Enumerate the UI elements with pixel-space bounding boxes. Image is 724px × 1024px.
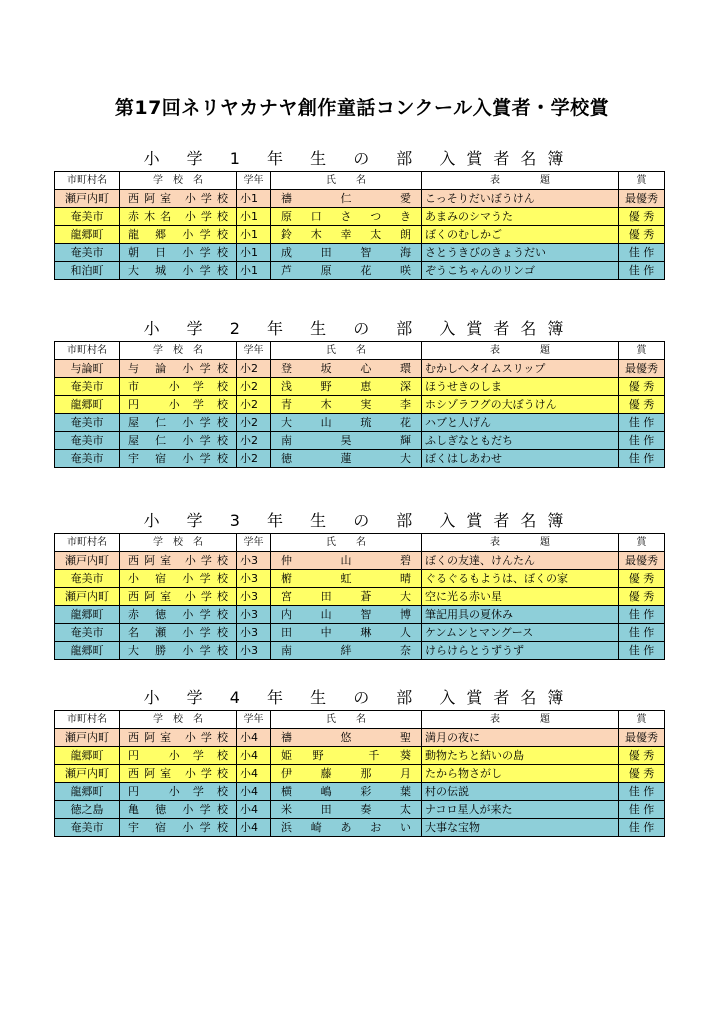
cell-name: 伊 藤 那 月	[271, 765, 422, 783]
cell-city: 瀬戸内町	[55, 765, 120, 783]
cell-award: 佳 作	[619, 450, 665, 468]
cell-name: 鈴 木 幸 太 朗	[271, 226, 422, 244]
cell-title: けらけらとうずうず	[422, 642, 619, 660]
cell-grade: 小1	[237, 226, 271, 244]
cell-school: 西阿室 小学校	[120, 190, 237, 208]
cell-city: 奄美市	[55, 450, 120, 468]
cell-award: 佳 作	[619, 262, 665, 280]
table-row	[55, 396, 665, 414]
cell-title: ふしぎなともだち	[422, 432, 619, 450]
cell-city: 奄美市	[55, 414, 120, 432]
header-title: 表 題	[422, 172, 619, 190]
cell-school: 宇 宿 小学校	[120, 819, 237, 837]
cell-award: 佳 作	[619, 606, 665, 624]
table-row	[55, 208, 665, 226]
cell-name: 登 坂 心 環	[271, 360, 422, 378]
cell-name: 田 中 琳 人	[271, 624, 422, 642]
header-award: 賞	[619, 172, 665, 190]
award-section-grade-2	[54, 318, 664, 468]
table-row	[55, 262, 665, 280]
cell-school: 円 小学校	[120, 783, 237, 801]
award-section-grade-1	[54, 148, 664, 280]
cell-grade: 小4	[237, 801, 271, 819]
cell-title: 動物たちと結いの島	[422, 747, 619, 765]
cell-award: 優 秀	[619, 396, 665, 414]
cell-city: 龍郷町	[55, 606, 120, 624]
cell-grade: 小4	[237, 819, 271, 837]
cell-award: 最優秀	[619, 729, 665, 747]
cell-title: 空に光る赤い星	[422, 588, 619, 606]
cell-school: 西阿室 小学校	[120, 588, 237, 606]
cell-name: 横 嶋 彩 葉	[271, 783, 422, 801]
header-city: 市町村名	[55, 534, 120, 552]
header-award: 賞	[619, 342, 665, 360]
table-row	[55, 747, 665, 765]
table-row	[55, 414, 665, 432]
cell-grade: 小1	[237, 244, 271, 262]
cell-name: 大 山 琉 花	[271, 414, 422, 432]
table-row	[55, 552, 665, 570]
header-school: 学 校 名	[120, 534, 237, 552]
cell-title: ぼくのむしかご	[422, 226, 619, 244]
cell-school: 西阿室 小学校	[120, 765, 237, 783]
header-school: 学 校 名	[120, 711, 237, 729]
cell-title: ナコロ星人が来た	[422, 801, 619, 819]
cell-grade: 小4	[237, 765, 271, 783]
header-grade: 学年	[237, 534, 271, 552]
section-title: 小 学 2 年 生 の 部 入賞者名簿	[143, 319, 575, 338]
cell-award: 佳 作	[619, 801, 665, 819]
awardee-table	[54, 171, 665, 280]
cell-name: 禱 仁 愛	[271, 190, 422, 208]
cell-grade: 小4	[237, 747, 271, 765]
cell-school: 円 小学校	[120, 747, 237, 765]
cell-grade: 小3	[237, 624, 271, 642]
cell-title: ぐるぐるもようは、ぼくの家	[422, 570, 619, 588]
cell-grade: 小1	[237, 190, 271, 208]
cell-award: 最優秀	[619, 190, 665, 208]
cell-name: 原 口 さ つ き	[271, 208, 422, 226]
cell-city: 瀬戸内町	[55, 588, 120, 606]
cell-city: 龍郷町	[55, 642, 120, 660]
cell-city: 奄美市	[55, 432, 120, 450]
table-header-row	[55, 711, 665, 729]
cell-name: 青 木 実 李	[271, 396, 422, 414]
header-city: 市町村名	[55, 711, 120, 729]
cell-award: 佳 作	[619, 414, 665, 432]
header-title: 表 題	[422, 711, 619, 729]
cell-name: 徳 蓮 大	[271, 450, 422, 468]
cell-school: 与 論 小学校	[120, 360, 237, 378]
cell-name: 内 山 智 博	[271, 606, 422, 624]
table-row	[55, 729, 665, 747]
table-header-row	[55, 172, 665, 190]
cell-grade: 小2	[237, 432, 271, 450]
cell-city: 和泊町	[55, 262, 120, 280]
cell-award: 佳 作	[619, 624, 665, 642]
cell-title: ハブと人げん	[422, 414, 619, 432]
header-city: 市町村名	[55, 172, 120, 190]
header-school: 学 校 名	[120, 342, 237, 360]
cell-grade: 小2	[237, 378, 271, 396]
award-section-grade-4	[54, 687, 664, 837]
cell-award: 優 秀	[619, 588, 665, 606]
cell-title: ぼくの友達、けんたん	[422, 552, 619, 570]
cell-title: さとうきびのきょうだい	[422, 244, 619, 262]
cell-school: 龍 郷 小学校	[120, 226, 237, 244]
section-title: 小 学 3 年 生 の 部 入賞者名簿	[143, 511, 575, 530]
cell-title: むかしへタイムスリップ	[422, 360, 619, 378]
cell-award: 佳 作	[619, 244, 665, 262]
cell-city: 奄美市	[55, 378, 120, 396]
cell-school: 屋 仁 小学校	[120, 414, 237, 432]
document-title: 第17回ネリヤカナヤ創作童話コンクール入賞者・学校賞	[114, 97, 610, 119]
cell-school: 市 小学校	[120, 378, 237, 396]
table-row	[55, 244, 665, 262]
header-name: 氏 名	[271, 172, 422, 190]
cell-city: 奄美市	[55, 570, 120, 588]
cell-city: 龍郷町	[55, 226, 120, 244]
cell-name: 禱 悠 聖	[271, 729, 422, 747]
cell-city: 龍郷町	[55, 747, 120, 765]
cell-city: 龍郷町	[55, 783, 120, 801]
cell-name: 南 昊 輝	[271, 432, 422, 450]
cell-title: たから物さがし	[422, 765, 619, 783]
cell-school: 大 城 小学校	[120, 262, 237, 280]
cell-grade: 小3	[237, 588, 271, 606]
table-row	[55, 801, 665, 819]
cell-title: ぼくはしあわせ	[422, 450, 619, 468]
cell-grade: 小3	[237, 606, 271, 624]
cell-grade: 小3	[237, 570, 271, 588]
cell-city: 龍郷町	[55, 396, 120, 414]
cell-name: 米 田 奏 太	[271, 801, 422, 819]
header-title: 表 題	[422, 342, 619, 360]
cell-school: 西阿室 小学校	[120, 729, 237, 747]
cell-name: 宮 田 蒼 大	[271, 588, 422, 606]
cell-title: ぞうこちゃんのリンゴ	[422, 262, 619, 280]
cell-grade: 小4	[237, 783, 271, 801]
cell-city: 与論町	[55, 360, 120, 378]
award-section-grade-3	[54, 510, 664, 660]
cell-award: 優 秀	[619, 765, 665, 783]
cell-title: ホシゾラフグの大ぼうけん	[422, 396, 619, 414]
header-award: 賞	[619, 534, 665, 552]
header-grade: 学年	[237, 342, 271, 360]
cell-title: ケンムンとマングース	[422, 624, 619, 642]
cell-grade: 小2	[237, 396, 271, 414]
cell-city: 奄美市	[55, 819, 120, 837]
header-award: 賞	[619, 711, 665, 729]
cell-city: 奄美市	[55, 208, 120, 226]
table-row	[55, 588, 665, 606]
cell-city: 奄美市	[55, 624, 120, 642]
table-header-row	[55, 342, 665, 360]
cell-school: 赤木名 小学校	[120, 208, 237, 226]
cell-award: 優 秀	[619, 378, 665, 396]
table-row	[55, 606, 665, 624]
cell-award: 佳 作	[619, 819, 665, 837]
cell-title: 筆記用具の夏休み	[422, 606, 619, 624]
cell-school: 宇 宿 小学校	[120, 450, 237, 468]
cell-title: 満月の夜に	[422, 729, 619, 747]
cell-award: 優 秀	[619, 747, 665, 765]
header-name: 氏 名	[271, 534, 422, 552]
cell-award: 最優秀	[619, 360, 665, 378]
cell-award: 佳 作	[619, 642, 665, 660]
cell-name: 浅 野 恵 深	[271, 378, 422, 396]
table-row	[55, 624, 665, 642]
header-name: 氏 名	[271, 342, 422, 360]
awardee-table	[54, 710, 665, 837]
cell-school: 名 瀬 小学校	[120, 624, 237, 642]
cell-city: 瀬戸内町	[55, 552, 120, 570]
cell-title: 村の伝説	[422, 783, 619, 801]
cell-award: 優 秀	[619, 226, 665, 244]
header-grade: 学年	[237, 172, 271, 190]
cell-grade: 小2	[237, 414, 271, 432]
cell-name: 姫野 千葵	[271, 747, 422, 765]
cell-city: 徳之島	[55, 801, 120, 819]
cell-name: 成 田 智 海	[271, 244, 422, 262]
cell-school: 赤 徳 小学校	[120, 606, 237, 624]
cell-grade: 小1	[237, 208, 271, 226]
cell-school: 西阿室 小学校	[120, 552, 237, 570]
cell-name: 椨 虹 晴	[271, 570, 422, 588]
cell-grade: 小1	[237, 262, 271, 280]
cell-city: 瀬戸内町	[55, 729, 120, 747]
table-row	[55, 642, 665, 660]
cell-award: 優 秀	[619, 208, 665, 226]
section-title: 小 学 1 年 生 の 部 入賞者名簿	[143, 149, 575, 168]
cell-name: 芦 原 花 咲	[271, 262, 422, 280]
cell-title: こっそりだいぼうけん	[422, 190, 619, 208]
header-title: 表 題	[422, 534, 619, 552]
cell-title: あまみのシマうた	[422, 208, 619, 226]
header-city: 市町村名	[55, 342, 120, 360]
table-row	[55, 360, 665, 378]
cell-grade: 小4	[237, 729, 271, 747]
header-school: 学 校 名	[120, 172, 237, 190]
table-row	[55, 432, 665, 450]
cell-city: 瀬戸内町	[55, 190, 120, 208]
header-grade: 学年	[237, 711, 271, 729]
table-header-row	[55, 534, 665, 552]
cell-school: 屋 仁 小学校	[120, 432, 237, 450]
cell-title: 大事な宝物	[422, 819, 619, 837]
header-name: 氏 名	[271, 711, 422, 729]
cell-school: 円 小学校	[120, 396, 237, 414]
cell-city: 奄美市	[55, 244, 120, 262]
table-row	[55, 378, 665, 396]
cell-school: 大 勝 小学校	[120, 642, 237, 660]
table-row	[55, 783, 665, 801]
table-row	[55, 819, 665, 837]
table-row	[55, 226, 665, 244]
cell-award: 最優秀	[619, 552, 665, 570]
cell-title: ほうせきのしま	[422, 378, 619, 396]
cell-grade: 小2	[237, 360, 271, 378]
cell-award: 佳 作	[619, 783, 665, 801]
cell-name: 南 絆 奈	[271, 642, 422, 660]
cell-school: 小 宿 小学校	[120, 570, 237, 588]
cell-name: 浜 崎 あ お い	[271, 819, 422, 837]
table-row	[55, 570, 665, 588]
awardee-table	[54, 533, 665, 660]
table-row	[55, 765, 665, 783]
cell-award: 優 秀	[619, 570, 665, 588]
cell-grade: 小3	[237, 642, 271, 660]
cell-award: 佳 作	[619, 432, 665, 450]
cell-name: 仲 山 碧	[271, 552, 422, 570]
cell-grade: 小2	[237, 450, 271, 468]
table-row	[55, 190, 665, 208]
table-row	[55, 450, 665, 468]
awardee-table	[54, 341, 665, 468]
cell-grade: 小3	[237, 552, 271, 570]
section-title: 小 学 4 年 生 の 部 入賞者名簿	[143, 688, 575, 707]
cell-school: 亀 徳 小学校	[120, 801, 237, 819]
cell-school: 朝 日 小学校	[120, 244, 237, 262]
